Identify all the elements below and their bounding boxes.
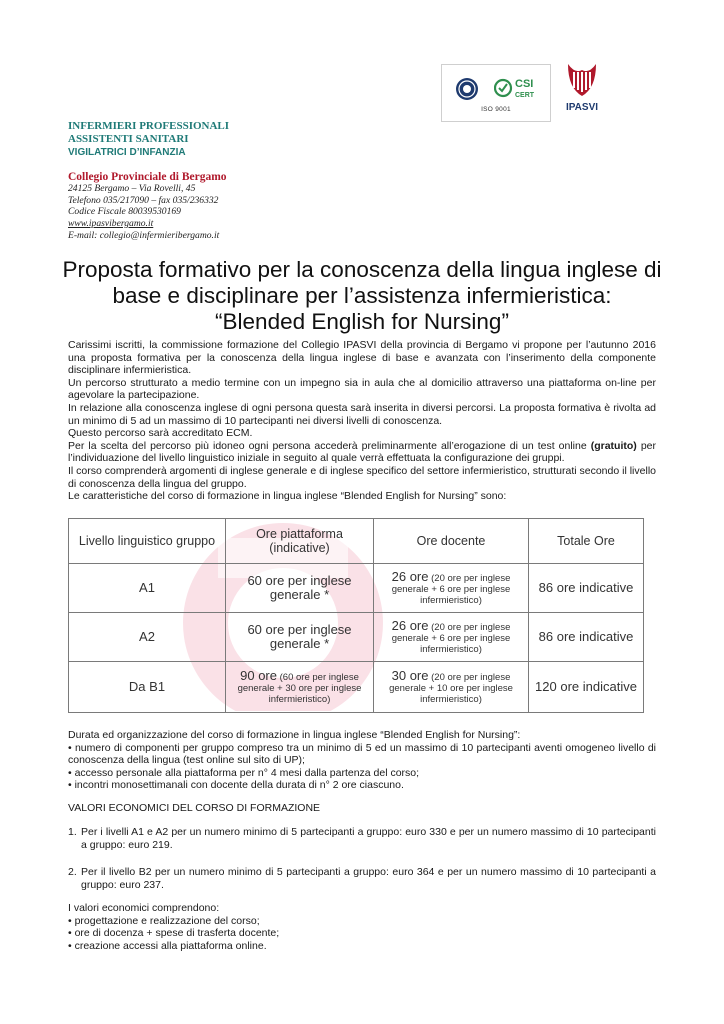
certification-logos — [441, 64, 551, 122]
platform-cell: 90 ore (60 ore per inglese generale + 30 ore per inglese infermieristico) — [226, 662, 374, 713]
total-cell: 86 ore indicative — [529, 613, 644, 662]
profession-header — [68, 120, 229, 159]
intro-paragraph-6: Il corso comprenderà argomenti di inglese generale e di inglese specifico del settore infermieristico, strutturati secondo il livello di conoscenza della lingua del gruppo. — [68, 464, 656, 490]
total-cell: 86 ore indicative — [529, 564, 644, 613]
duration-heading: Durata ed organizzazione del corso di formazione in lingua inglese “Blended English for Nursing”: — [68, 729, 521, 741]
includes-bullet-2: • ore di docenza + spese di trasferta docente; — [68, 927, 280, 940]
title-line-3: “Blended English for Nursing” — [215, 309, 509, 334]
cert-text: CERT — [515, 92, 535, 99]
header-line-1: INFERMIERI PROFESSIONALI — [68, 120, 230, 132]
teacher-cell: 30 ore (20 ore per inglese generale + 10 ore per inglese infermieristico) — [374, 662, 529, 713]
table-row — [69, 564, 644, 613]
level-cell: Da B1 — [69, 662, 226, 713]
free-note: (gratuito) — [590, 439, 637, 452]
title-line-1: Proposta formativo per la conoscenza della lingua inglese di — [62, 257, 662, 282]
intro-paragraph-2: Un percorso strutturato a medio termine con un impegno sia in aula che al domicilio attraverso una piattaforma on-line per agevolare la partecipazione. — [68, 376, 656, 402]
level-cell: A2 — [69, 613, 226, 662]
iso-label: ISO 9001 — [481, 106, 511, 113]
table-row — [69, 613, 644, 662]
ipasvi-text: IPASVI — [565, 102, 599, 113]
header-teacher: Ore docente — [374, 519, 529, 564]
duration-bullet-3: • incontri monosettimanali con docente della durata di n° 2 ore ciascuno. — [68, 779, 404, 792]
header-line-3: VIGILATRICI D’INFANZIA — [68, 147, 186, 158]
duration-bullet-2: • accesso personale alla piattaforma per n° 4 mesi dalla partenza del corso; — [68, 766, 420, 779]
course-table — [68, 518, 644, 711]
price-item-2: 2. Per il livello B2 per un numero minimo di 5 partecipanti a gruppo: euro 364 e per un numero massimo di 10 partecipanti a gruppo: euro 237. — [68, 866, 656, 891]
email[interactable]: E-mail: collegio@infermieribergamo.it — [68, 229, 220, 241]
intro-text — [68, 339, 656, 503]
includes-bullet-3: • creazione accessi alla piattaforma online. — [68, 939, 267, 952]
intro-paragraph-1: Carissimi iscritti, la commissione formazione del Collegio IPASVI della provincia di Bergamo vi propone per l’autunno 2016 una proposta formativa per la conoscenza della lingua inglese di base e avanzata con l’inserimento della componente disciplinare infermieristica. — [68, 339, 656, 377]
intro-paragraph-7: Le caratteristiche del corso di formazione in lingua inglese “Blended English for Nursing” sono: — [68, 490, 507, 503]
table-header-row — [69, 519, 644, 564]
duration-bullet-1: • numero di componenti per gruppo compreso tra un minimo di 5 ed un massimo di 10 partecipanti aventi omogeneo livello di conoscenza della lingua (test online sul sito di UP); — [68, 741, 656, 767]
platform-cell: 60 ore per inglese generale * — [226, 564, 374, 613]
duration-section — [68, 729, 656, 792]
address: 24125 Bergamo – Via Rovelli, 45 — [68, 183, 196, 194]
header-level: Livello linguistico gruppo — [69, 519, 226, 564]
phone: Telefono 035/217090 – fax 035/236332 — [68, 194, 219, 206]
header-line-2: ASSISTENTI SANITARI — [68, 133, 189, 145]
title-line-2: base e disciplinare per l’assistenza infermieristica: — [112, 283, 612, 308]
fiscal-code: Codice Fiscale 80039530169 — [68, 206, 181, 218]
college-name: Collegio Provinciale di Bergamo — [68, 171, 227, 183]
includes-section — [68, 902, 656, 952]
includes-heading: I valori economici comprendono: — [68, 902, 220, 914]
teacher-cell: 26 ore (20 ore per inglese generale + 6 ore per inglese infermieristico) — [374, 564, 529, 613]
teacher-cell: 26 ore (20 ore per inglese generale + 6 ore per inglese infermieristico) — [374, 613, 529, 662]
csi-text: CSI — [515, 78, 534, 90]
csi-cert-logo — [494, 75, 546, 101]
ipasvi-logo — [562, 58, 602, 114]
seal-icon — [455, 75, 479, 103]
document-title — [40, 257, 684, 335]
includes-bullet-1: • progettazione e realizzazione del corso; — [68, 914, 260, 927]
total-cell: 120 ore indicative — [529, 662, 644, 713]
header-total: Totale Ore — [529, 519, 644, 564]
valori-heading: VALORI ECONOMICI DEL CORSO DI FORMAZIONE — [68, 802, 321, 814]
intro-paragraph-4: Questo percorso sarà accreditato ECM. — [68, 427, 253, 440]
website-link[interactable]: www.ipasvibergamo.it — [68, 218, 154, 230]
course-levels-table — [68, 518, 644, 713]
intro-paragraph-3: In relazione alla conoscenza inglese di ogni persona questa sarà inserita in diversi percorsi. La proposta formativa è rivolta ad un minimo di 5 ad un massimo di 10 partecipanti nei diversi livelli di conoscenza. — [68, 401, 656, 427]
table-row — [69, 662, 644, 713]
price-item-1: 1. Per i livelli A1 e A2 per un numero minimo di 5 partecipanti a gruppo: euro 330 e per un numero massimo di 10 partecipanti a gruppo: euro 219. — [68, 826, 656, 851]
platform-cell: 60 ore per inglese generale * — [226, 613, 374, 662]
contact-block — [68, 183, 219, 242]
header-platform: Ore piattaforma (indicative) — [226, 519, 374, 564]
intro-paragraph-5: Per la scelta del percorso più idoneo ogni persona accederà preliminarmente all’erogazione di un test online (gratuito) per l’individuazione del livello linguistico iniziale in seguito al quale verrà effettuata la configurazione dei gruppi. — [68, 439, 657, 465]
level-cell: A1 — [69, 564, 226, 613]
